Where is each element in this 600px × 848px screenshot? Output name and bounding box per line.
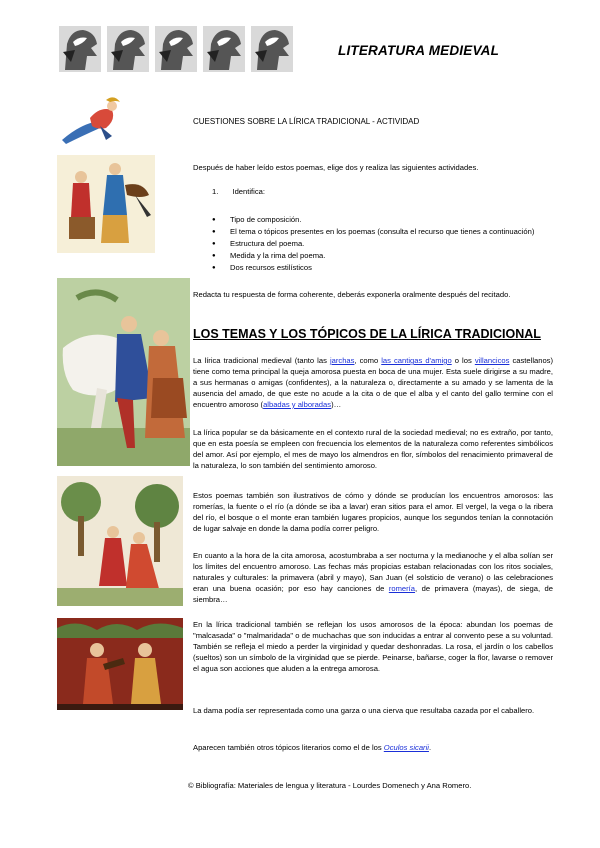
paragraph-1: La lírica tradicional medieval (tanto las jarchas, como las cantigas d'amigo o los villancicos castellanos) tiene como tema principal la queja amorosa puesta en boca de una mujer. Esta suele dirigirse a su madre, a sus hermanas o amigas (confidentes), a la naturaleza o, directamente a su amado y se lamenta de la ausencia del amado, de que este no acude a la cita o de que el alba y el canto del gallo termine con el encuentro amoroso (albadas y alboradas)… xyxy=(193,356,553,409)
activity-subtitle: CUESTIONES SOBRE LA LÍRICA TRADICIONAL - ACTIVIDAD xyxy=(193,117,420,126)
dancers-illustration xyxy=(57,618,183,710)
intro-text: Después de haber leído estos poemas, elige dos y realiza las siguientes actividades. xyxy=(193,163,479,172)
paragraph-4: En cuanto a la hora de la cita amorosa, acostumbraba a ser nocturna y la medianoche y el alba solían ser los límites del encuentro amoroso. Las fechas más propicias estaban relacionadas con los ritos sociales, naturales y culturales: la primavera (abril y mayo), San Juan (el solsticio de verano) o las celebraciones eran una buena ocasión; por eso hay canciones de romería, de primavera (mayas), de siega, de siembra… xyxy=(193,551,553,604)
bullet-item: ● Dos recursos estilísticos xyxy=(212,262,534,274)
link-cantigas-amigo[interactable]: las cantigas d'amigo xyxy=(381,356,452,365)
header-griffin-strip xyxy=(57,22,297,74)
page-title: LITERATURA MEDIEVAL xyxy=(338,43,500,58)
link-oculos-sicarii[interactable]: Oculos sicarii xyxy=(383,743,429,752)
bullet-item: ● Tipo de composición. xyxy=(212,214,534,226)
link-jarchas[interactable]: jarchas xyxy=(329,356,355,365)
bullet-item: ● Medida y la rima del poema. xyxy=(212,250,534,262)
activity-bullet-list xyxy=(212,214,534,274)
link-romeria[interactable]: romería xyxy=(388,584,416,593)
griffin-icon xyxy=(59,26,101,72)
numbered-item-label: Identifica: xyxy=(232,187,265,196)
link-villancicos[interactable]: villancicos xyxy=(474,356,510,365)
link-albadas-alboradas[interactable]: albadas y alboradas xyxy=(263,400,332,409)
couple-horse-illustration xyxy=(57,278,190,466)
bullet-item: ● El tema o tópicos presentes en los poemas (consulta el recurso que tienes a continuación) xyxy=(212,226,534,238)
section-title: LOS TEMAS Y LOS TÓPICOS DE LA LÍRICA TRADICIONAL xyxy=(193,327,541,341)
numbered-item-number: 1. xyxy=(212,187,219,196)
griffin-icon xyxy=(107,26,149,72)
paragraph-6: La dama podía ser representada como una garza o una cierva que resultaba cazada por el caballero. xyxy=(193,706,535,715)
griffin-icon xyxy=(155,26,197,72)
paragraph-5: En la lírica tradicional también se reflejan los usos amorosos de la época: abundan los poemas de "malcasada" o "malmaridada" o de muchachas que son inducidas a entrar al convento pese a su voluntad. También se refleja el miedo a perder la virginidad y quedar deshonradas. La rosa, el jardín o los cabellos (sueltos) son un símbolo de la virginidad que se pierde. Peinarse, bañarse, coger la flor, lavarse o remover el agua son acciones que aluden a la entrega amorosa. xyxy=(193,620,553,673)
paragraph-2: La lírica popular se da básicamente en el contexto rural de la sociedad medieval; no es extraño, por tanto, que en esta poesía se empleen con frecuencia los elementos de la naturaleza como referentes simbólicos del amor. Así por ejemplo, el mes de mayo los almendros en flor, símbolos del renacimiento primaveral de la naturaleza, lo son también del sentimiento amoroso. xyxy=(193,428,553,470)
musicians-illustration xyxy=(57,155,155,253)
numbered-item xyxy=(212,187,265,196)
instruction-text: Redacta tu respuesta de forma coherente, deberás exponerla oralmente después del recitado. xyxy=(193,290,511,299)
couple-trees-illustration xyxy=(57,476,183,606)
paragraph-7: Aparecen también otros tópicos literarios como el de los Oculos sicarii. xyxy=(193,743,432,752)
flying-figure-illustration xyxy=(60,96,128,146)
bullet-item: ● Estructura del poema. xyxy=(212,238,534,250)
griffin-icon xyxy=(203,26,245,72)
bibliography: © Bibliografía: Materiales de lengua y literatura - Lourdes Domenech y Ana Romero. xyxy=(188,781,472,790)
griffin-icon xyxy=(251,26,293,72)
paragraph-3: Estos poemas también son ilustrativos de cómo y dónde se producían los encuentros amorosos: las romerías, la fuente o el río (a dónde se iba a lavar) eran sitios para el amor. El vergel, la vega o la ribera del río, el bosque o el monte eran también lugares propicios, aunque los segundos tenían la connotación de lugar salvaje en donde la dama podía correr peligro. xyxy=(193,491,553,533)
